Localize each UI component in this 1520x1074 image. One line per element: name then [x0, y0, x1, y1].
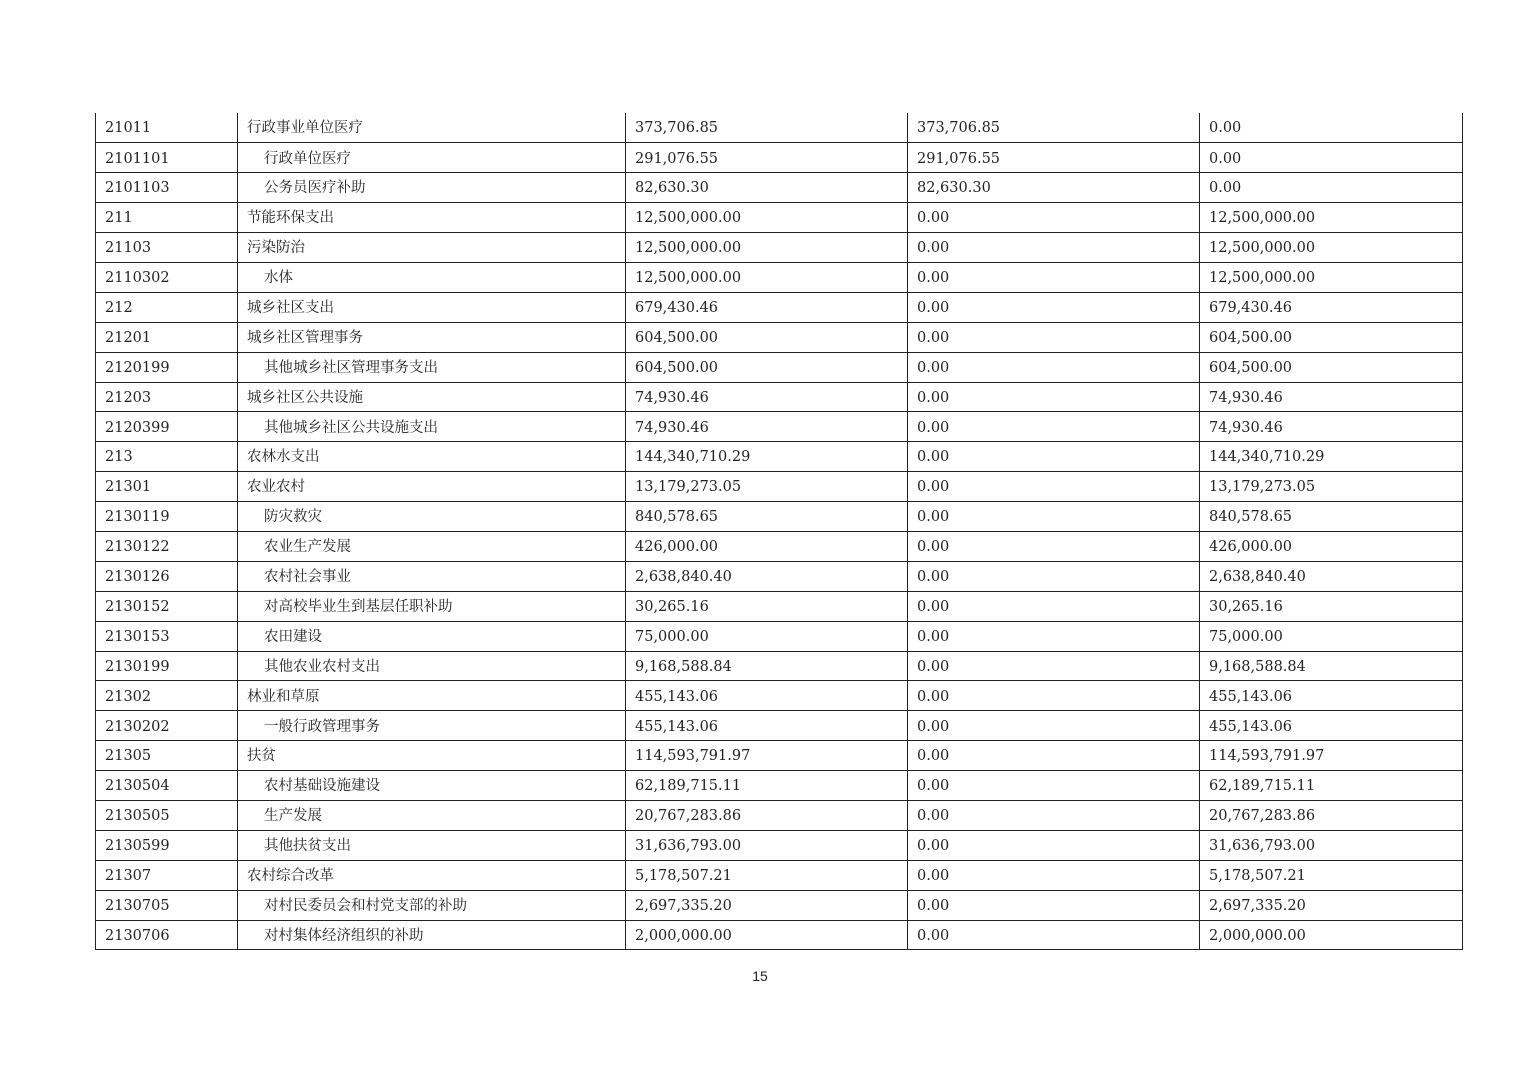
subject-name-cell: 农村社会事业 [238, 561, 626, 591]
subject-name-cell: 其他扶贫支出 [238, 830, 626, 860]
project-expenditure-cell: 679,430.46 [1200, 292, 1463, 322]
subject-code-cell: 2130202 [96, 711, 238, 741]
total-amount-cell: 31,636,793.00 [626, 830, 908, 860]
subject-name-cell: 生产发展 [238, 800, 626, 830]
subject-name-cell: 农村综合改革 [238, 860, 626, 890]
subject-name-cell: 林业和草原 [238, 681, 626, 711]
subject-name-cell: 农林水支出 [238, 442, 626, 472]
basic-expenditure-cell: 0.00 [908, 472, 1200, 502]
total-amount-cell: 291,076.55 [626, 143, 908, 173]
subject-code-cell: 2101101 [96, 143, 238, 173]
table-row [96, 412, 1463, 442]
subject-code-cell: 21203 [96, 382, 238, 412]
subject-code-cell: 2101103 [96, 173, 238, 203]
table-row [96, 561, 1463, 591]
project-expenditure-cell: 455,143.06 [1200, 711, 1463, 741]
table-row [96, 920, 1463, 950]
total-amount-cell: 12,500,000.00 [626, 262, 908, 292]
basic-expenditure-cell: 0.00 [908, 741, 1200, 771]
subject-code-cell: 2130505 [96, 800, 238, 830]
table-row [96, 651, 1463, 681]
total-amount-cell: 74,930.46 [626, 412, 908, 442]
table-row [96, 352, 1463, 382]
subject-code-cell: 2130705 [96, 890, 238, 920]
basic-expenditure-cell: 0.00 [908, 502, 1200, 532]
total-amount-cell: 12,500,000.00 [626, 233, 908, 263]
page-number: 15 [752, 968, 768, 984]
basic-expenditure-cell: 0.00 [908, 800, 1200, 830]
basic-expenditure-cell: 0.00 [908, 890, 1200, 920]
table-row [96, 292, 1463, 322]
total-amount-cell: 679,430.46 [626, 292, 908, 322]
basic-expenditure-cell: 0.00 [908, 233, 1200, 263]
table-row [96, 621, 1463, 651]
subject-name-cell: 一般行政管理事务 [238, 711, 626, 741]
subject-code-cell: 2130199 [96, 651, 238, 681]
subject-name-cell: 城乡社区公共设施 [238, 382, 626, 412]
table-row [96, 890, 1463, 920]
subject-name-cell: 行政单位医疗 [238, 143, 626, 173]
subject-name-cell: 农业生产发展 [238, 531, 626, 561]
total-amount-cell: 144,340,710.29 [626, 442, 908, 472]
subject-code-cell: 211 [96, 203, 238, 233]
project-expenditure-cell: 12,500,000.00 [1200, 233, 1463, 263]
project-expenditure-cell: 12,500,000.00 [1200, 262, 1463, 292]
project-expenditure-cell: 20,767,283.86 [1200, 800, 1463, 830]
table-row [96, 800, 1463, 830]
table-row [96, 233, 1463, 263]
subject-code-cell: 2120399 [96, 412, 238, 442]
table-row [96, 860, 1463, 890]
subject-code-cell: 2130504 [96, 771, 238, 801]
project-expenditure-cell: 0.00 [1200, 173, 1463, 203]
project-expenditure-cell: 74,930.46 [1200, 412, 1463, 442]
project-expenditure-cell: 31,636,793.00 [1200, 830, 1463, 860]
project-expenditure-cell: 9,168,588.84 [1200, 651, 1463, 681]
total-amount-cell: 2,638,840.40 [626, 561, 908, 591]
basic-expenditure-cell: 0.00 [908, 830, 1200, 860]
subject-code-cell: 21103 [96, 233, 238, 263]
table-row [96, 382, 1463, 412]
subject-code-cell: 2130126 [96, 561, 238, 591]
subject-code-cell: 2120199 [96, 352, 238, 382]
basic-expenditure-cell: 0.00 [908, 322, 1200, 352]
subject-name-cell: 其他城乡社区管理事务支出 [238, 352, 626, 382]
table-row [96, 830, 1463, 860]
table-row [96, 173, 1463, 203]
project-expenditure-cell: 74,930.46 [1200, 382, 1463, 412]
total-amount-cell: 75,000.00 [626, 621, 908, 651]
subject-name-cell: 对村集体经济组织的补助 [238, 920, 626, 950]
basic-expenditure-cell: 0.00 [908, 203, 1200, 233]
total-amount-cell: 455,143.06 [626, 711, 908, 741]
table-row [96, 322, 1463, 352]
total-amount-cell: 82,630.30 [626, 173, 908, 203]
project-expenditure-cell: 455,143.06 [1200, 681, 1463, 711]
project-expenditure-cell: 2,638,840.40 [1200, 561, 1463, 591]
total-amount-cell: 604,500.00 [626, 322, 908, 352]
project-expenditure-cell: 0.00 [1200, 113, 1463, 143]
subject-name-cell: 其他城乡社区公共设施支出 [238, 412, 626, 442]
basic-expenditure-cell: 0.00 [908, 262, 1200, 292]
subject-name-cell: 农业农村 [238, 472, 626, 502]
project-expenditure-cell: 5,178,507.21 [1200, 860, 1463, 890]
total-amount-cell: 9,168,588.84 [626, 651, 908, 681]
total-amount-cell: 13,179,273.05 [626, 472, 908, 502]
table-body [96, 113, 1463, 950]
basic-expenditure-cell: 0.00 [908, 591, 1200, 621]
table-row [96, 262, 1463, 292]
total-amount-cell: 20,767,283.86 [626, 800, 908, 830]
subject-code-cell: 213 [96, 442, 238, 472]
project-expenditure-cell: 114,593,791.97 [1200, 741, 1463, 771]
subject-name-cell: 水体 [238, 262, 626, 292]
basic-expenditure-cell: 0.00 [908, 651, 1200, 681]
subject-name-cell: 污染防治 [238, 233, 626, 263]
basic-expenditure-cell: 0.00 [908, 442, 1200, 472]
basic-expenditure-cell: 0.00 [908, 531, 1200, 561]
basic-expenditure-cell: 0.00 [908, 711, 1200, 741]
table-row [96, 442, 1463, 472]
subject-code-cell: 21302 [96, 681, 238, 711]
basic-expenditure-cell: 0.00 [908, 621, 1200, 651]
table-row [96, 771, 1463, 801]
subject-code-cell: 21201 [96, 322, 238, 352]
basic-expenditure-cell: 0.00 [908, 561, 1200, 591]
basic-expenditure-cell: 0.00 [908, 771, 1200, 801]
table-row [96, 472, 1463, 502]
subject-name-cell: 其他农业农村支出 [238, 651, 626, 681]
total-amount-cell: 74,930.46 [626, 382, 908, 412]
subject-code-cell: 21011 [96, 113, 238, 143]
table-row [96, 502, 1463, 532]
project-expenditure-cell: 604,500.00 [1200, 322, 1463, 352]
project-expenditure-cell: 2,000,000.00 [1200, 920, 1463, 950]
basic-expenditure-cell: 82,630.30 [908, 173, 1200, 203]
project-expenditure-cell: 62,189,715.11 [1200, 771, 1463, 801]
subject-code-cell: 2130706 [96, 920, 238, 950]
project-expenditure-cell: 30,265.16 [1200, 591, 1463, 621]
project-expenditure-cell: 75,000.00 [1200, 621, 1463, 651]
total-amount-cell: 114,593,791.97 [626, 741, 908, 771]
subject-name-cell: 防灾救灾 [238, 502, 626, 532]
basic-expenditure-cell: 0.00 [908, 920, 1200, 950]
total-amount-cell: 30,265.16 [626, 591, 908, 621]
total-amount-cell: 455,143.06 [626, 681, 908, 711]
total-amount-cell: 426,000.00 [626, 531, 908, 561]
subject-code-cell: 2130599 [96, 830, 238, 860]
subject-name-cell: 公务员医疗补助 [238, 173, 626, 203]
subject-name-cell: 对村民委员会和村党支部的补助 [238, 890, 626, 920]
total-amount-cell: 373,706.85 [626, 113, 908, 143]
budget-expenditure-table [95, 113, 1463, 950]
basic-expenditure-cell: 0.00 [908, 681, 1200, 711]
table-row [96, 113, 1463, 143]
project-expenditure-cell: 604,500.00 [1200, 352, 1463, 382]
subject-code-cell: 21305 [96, 741, 238, 771]
project-expenditure-cell: 13,179,273.05 [1200, 472, 1463, 502]
basic-expenditure-cell: 0.00 [908, 860, 1200, 890]
subject-code-cell: 2130119 [96, 502, 238, 532]
project-expenditure-cell: 2,697,335.20 [1200, 890, 1463, 920]
subject-code-cell: 2110302 [96, 262, 238, 292]
project-expenditure-cell: 840,578.65 [1200, 502, 1463, 532]
subject-name-cell: 城乡社区支出 [238, 292, 626, 322]
total-amount-cell: 12,500,000.00 [626, 203, 908, 233]
subject-name-cell: 节能环保支出 [238, 203, 626, 233]
subject-code-cell: 21307 [96, 860, 238, 890]
basic-expenditure-cell: 0.00 [908, 352, 1200, 382]
total-amount-cell: 2,697,335.20 [626, 890, 908, 920]
total-amount-cell: 840,578.65 [626, 502, 908, 532]
basic-expenditure-cell: 373,706.85 [908, 113, 1200, 143]
table-row [96, 591, 1463, 621]
subject-code-cell: 2130153 [96, 621, 238, 651]
subject-name-cell: 扶贫 [238, 741, 626, 771]
table-row [96, 203, 1463, 233]
basic-expenditure-cell: 291,076.55 [908, 143, 1200, 173]
project-expenditure-cell: 144,340,710.29 [1200, 442, 1463, 472]
table-row [96, 143, 1463, 173]
total-amount-cell: 62,189,715.11 [626, 771, 908, 801]
table-row [96, 741, 1463, 771]
basic-expenditure-cell: 0.00 [908, 292, 1200, 322]
subject-code-cell: 2130152 [96, 591, 238, 621]
project-expenditure-cell: 0.00 [1200, 143, 1463, 173]
total-amount-cell: 5,178,507.21 [626, 860, 908, 890]
subject-code-cell: 212 [96, 292, 238, 322]
subject-code-cell: 2130122 [96, 531, 238, 561]
project-expenditure-cell: 12,500,000.00 [1200, 203, 1463, 233]
project-expenditure-cell: 426,000.00 [1200, 531, 1463, 561]
table-row [96, 531, 1463, 561]
total-amount-cell: 2,000,000.00 [626, 920, 908, 950]
subject-name-cell: 农田建设 [238, 621, 626, 651]
basic-expenditure-cell: 0.00 [908, 412, 1200, 442]
subject-name-cell: 对高校毕业生到基层任职补助 [238, 591, 626, 621]
table-row [96, 681, 1463, 711]
subject-name-cell: 农村基础设施建设 [238, 771, 626, 801]
subject-name-cell: 城乡社区管理事务 [238, 322, 626, 352]
table-row [96, 711, 1463, 741]
basic-expenditure-cell: 0.00 [908, 382, 1200, 412]
total-amount-cell: 604,500.00 [626, 352, 908, 382]
subject-code-cell: 21301 [96, 472, 238, 502]
subject-name-cell: 行政事业单位医疗 [238, 113, 626, 143]
